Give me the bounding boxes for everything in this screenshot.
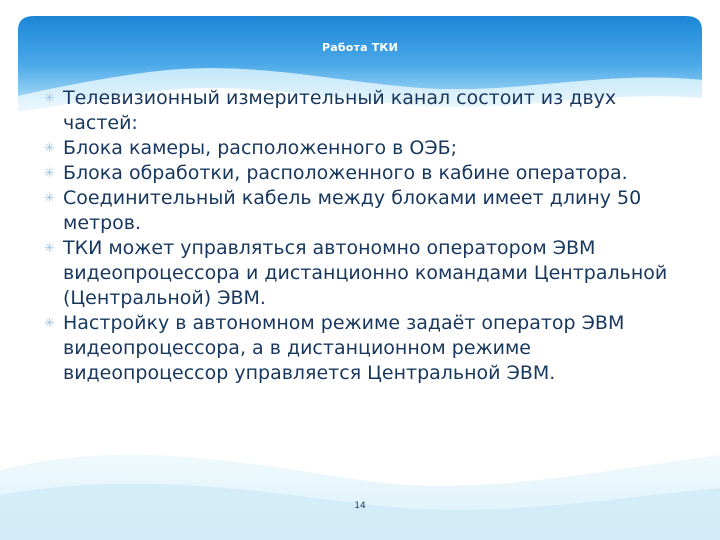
asterisk-bullet-icon: ✳ [44,241,55,256]
bullet-item [44,186,684,236]
asterisk-bullet-icon: ✳ [44,141,55,156]
asterisk-bullet-icon: ✳ [44,316,55,331]
bullet-text: ТКИ может управляться автономно оператором ЭВМ видеопроцессора и дистанционно командами Центральной (Центральной) ЭВМ. [63,237,668,309]
slide-title: Работа ТКИ [321,41,399,54]
bullet-item [44,86,684,136]
asterisk-bullet-icon: ✳ [44,91,55,106]
bullet-text: Блока обработки, расположенного в кабине оператора. [63,162,628,184]
asterisk-bullet-icon: ✳ [44,191,55,206]
bullet-item [44,161,684,186]
bullet-text: Настройку в автономном режиме задаёт оператор ЭВМ видеопроцессора, а в дистанционном режиме видеопроцессор управляется Центральной ЭВМ. [63,312,625,384]
bullet-text: Соединительный кабель между блоками имеет длину 50 метров. [63,187,642,234]
asterisk-bullet-icon: ✳ [44,166,55,181]
bullet-text: Блока камеры, расположенного в ОЭБ; [63,137,458,159]
bullet-list [44,86,684,386]
bullet-item [44,136,684,161]
page-number: 14 [354,501,366,511]
bullet-text: Телевизионный измерительный канал состоит из двух частей: [63,87,617,134]
bullet-item [44,236,684,311]
bullet-item [44,311,684,386]
